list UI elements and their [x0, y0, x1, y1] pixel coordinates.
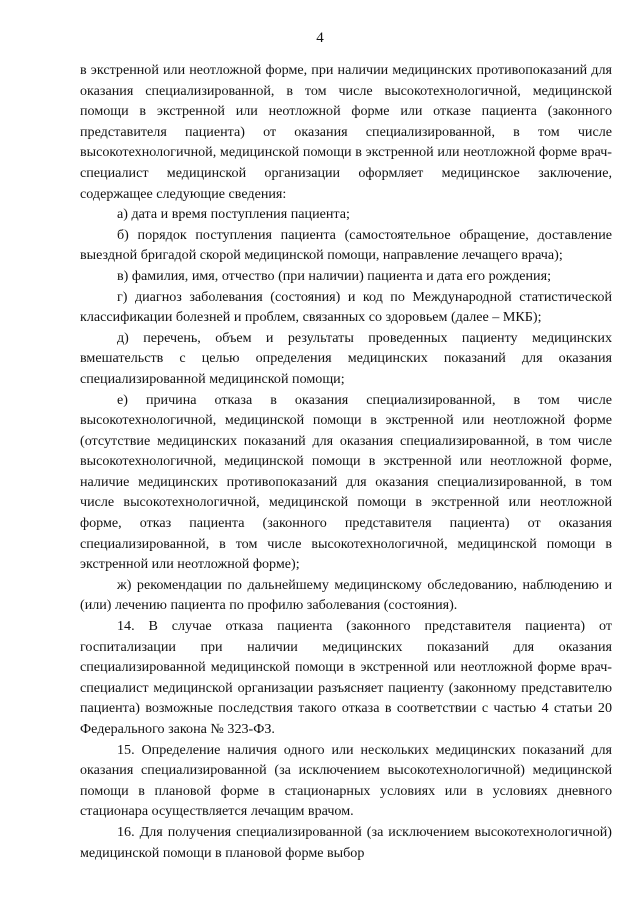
- list-item-g: г) диагноз заболевания (состояния) и код по Международной статистической классификации болезней и проблем, связанных со здоровьем (далее – МКБ);: [80, 288, 612, 326]
- list-item-e: е) причина отказа в оказания специализированной, в том числе высокотехнологичной, медицинской помощи в экстренной или неотложной форме (отсутствие медицинских показаний для оказания специализированной, в том числе высокотехнологичной, медицинской помощи в экстренной или неотложной форме, наличие медицинских противопоказаний для оказания специализированной, в том числе высокотехнологичной, медицинской помощи в экстренной или неотложной форме, отказ пациента (законного представителя пациента) от оказания специализированной, в том числе высокотехнологичной, медицинской помощи в экстренной или неотложной форме);: [80, 391, 612, 573]
- document-body: [80, 60, 612, 863]
- list-item-b: б) порядок поступления пациента (самостоятельное обращение, доставление выездной бригадой скорой медицинской помощи, направление лечащего врача);: [80, 226, 612, 264]
- clause-16: 16. Для получения специализированной (за исключением высокотехнологичной) медицинской помощи в плановой форме выбор: [80, 823, 612, 861]
- list-item-a: а) дата и время поступления пациента;: [117, 206, 350, 223]
- clause-14: 14. В случае отказа пациента (законного представителя пациента) от госпитализации при наличии медицинских показаний для оказания специализированной медицинской помощи в экстренной или неотложной форме врач-специалист медицинской организации разъясняет пациенту (законному представителю пациента) возможные последствия такого отказа в соответствии с частью 4 статьи 20 Федерального закона № 323-ФЗ.: [80, 618, 612, 737]
- list-item-d: д) перечень, объем и результаты проведенных пациенту медицинских вмешательств с целью определения медицинских показаний для оказания специализированной медицинской помощи;: [80, 329, 612, 387]
- paragraph-intro: в экстренной или неотложной форме, при наличии медицинских противопоказаний для оказания специализированной, в том числе высокотехнологичной, медицинской помощи в экстренной или неотложной форме или отказе пациента (законного представителя пациента) от оказания специализированной, в том числе высокотехнологичной, медицинской помощи в экстренной или неотложной форме врач-специалист медицинской организации оформляет медицинское заключение, содержащее следующие сведения:: [80, 62, 612, 202]
- list-item-v: в) фамилия, имя, отчество (при наличии) пациента и дата его рождения;: [117, 267, 551, 284]
- clause-15: 15. Определение наличия одного или нескольких медицинских показаний для оказания специализированной (за исключением высокотехнологичной) медицинской помощи в плановой форме в стационарных условиях или в условиях дневного стационара осуществляется лечащим врачом.: [80, 741, 612, 820]
- list-item-zh: ж) рекомендации по дальнейшему медицинскому обследованию, наблюдению и (или) лечению пациента по профилю заболевания (состояния).: [80, 576, 612, 614]
- page-number: 4: [316, 30, 324, 46]
